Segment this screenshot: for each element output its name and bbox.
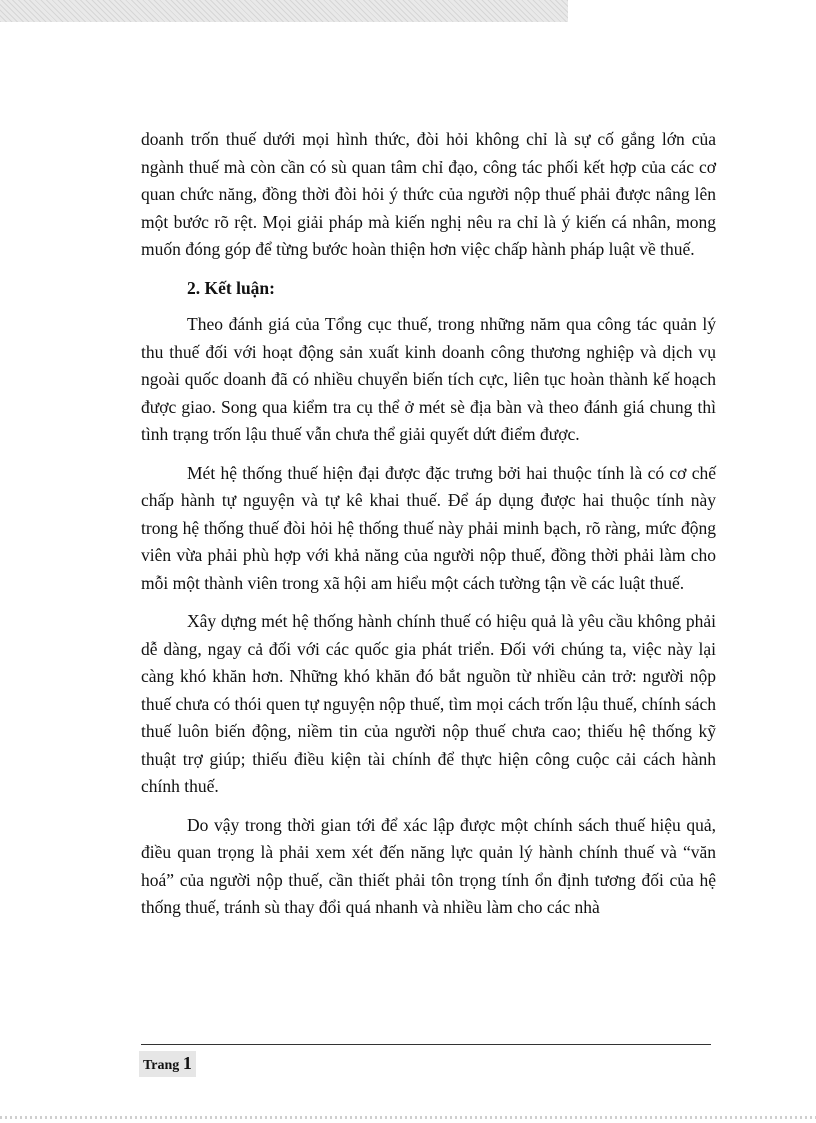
page-footer — [139, 1051, 196, 1077]
footer-label: Trang — [143, 1058, 180, 1073]
scan-header-strip — [0, 0, 568, 22]
paragraph-3: Xây dựng mét hệ thống hành chính thuế có hiệu quả là yêu cầu không phải dễ dàng, ngay cả đối với các quốc gia phát triển. Đối với chúng ta, việc này lại càng khó khăn hơn. Những khó khăn đó bắt nguồn từ nhiều cản trở: người nộp thuế chưa có thói quen tự nguyện nộp thuế, tìm mọi cách trốn lậu thuế, chính sách thuế luôn biến động, niềm tin của người nộp thuế chưa cao; thiếu hệ thống kỹ thuật trợ giúp; thiếu điều kiện tài chính để thực hiện công cuộc cải cách hành chính thuế. — [141, 611, 716, 796]
section-heading: 2. Kết luận: — [187, 277, 275, 298]
paragraph-4: Do vậy trong thời gian tới để xác lập được một chính sách thuế hiệu quả, điều quan trọng là phải xem xét đến năng lực quản lý hành chính thuế và “văn hoá” của người nộp thuế, cần thiết phải tôn trọng tính ổn định tương đối của hệ thống thuế, tránh sù thay đổi quá nhanh và nhiều làm cho các nhà — [141, 814, 716, 917]
paragraph-2: Mét hệ thống thuế hiện đại được đặc trưng bởi hai thuộc tính là có cơ chế chấp hành tự nguyện và tự kê khai thuế. Để áp dụng được hai thuộc tính này trong hệ thống thuế đòi hỏi hệ thống thuế này phải minh bạch, rõ ràng, mức động viên vừa phải phù hợp với khả năng của người nộp thuế, đồng thời phải làm cho mỗi một thành viên trong xã hội am hiểu một cách tường tận về các luật thuế. — [141, 462, 716, 593]
document-body — [141, 126, 716, 933]
scan-footer-dots — [0, 1116, 816, 1119]
paragraph-1: Theo đánh giá của Tổng cục thuế, trong những năm qua công tác quản lý thu thuế đối với hoạt động sản xuất kinh doanh công thương nghiệp và dịch vụ ngoài quốc doanh đã có nhiều chuyển biến tích cực, liên tục hoàn thành kế hoạch được giao. Song qua kiểm tra cụ thể ở mét sè địa bàn và theo đánh giá chung thì tình trạng trốn lậu thuế vẫn chưa thể giải quyết dứt điểm được. — [141, 314, 716, 444]
footer-divider — [141, 1044, 711, 1045]
page-number: 1 — [182, 1053, 192, 1073]
paragraph-intro: doanh trốn thuế dưới mọi hình thức, đòi hỏi không chỉ là sự cố gắng lớn của ngành thuế mà còn cần có sù quan tâm chỉ đạo, công tác phối kết hợp của các cơ quan chức năng, đồng thời đòi hỏi ý thức của người nộp thuế phải được nâng lên một bước rõ rệt. Mọi giải pháp mà kiến nghị nêu ra chỉ là ý kiến cá nhân, mong muốn đóng góp để từng bước hoàn thiện hơn việc chấp hành pháp luật về thuế. — [141, 129, 716, 259]
